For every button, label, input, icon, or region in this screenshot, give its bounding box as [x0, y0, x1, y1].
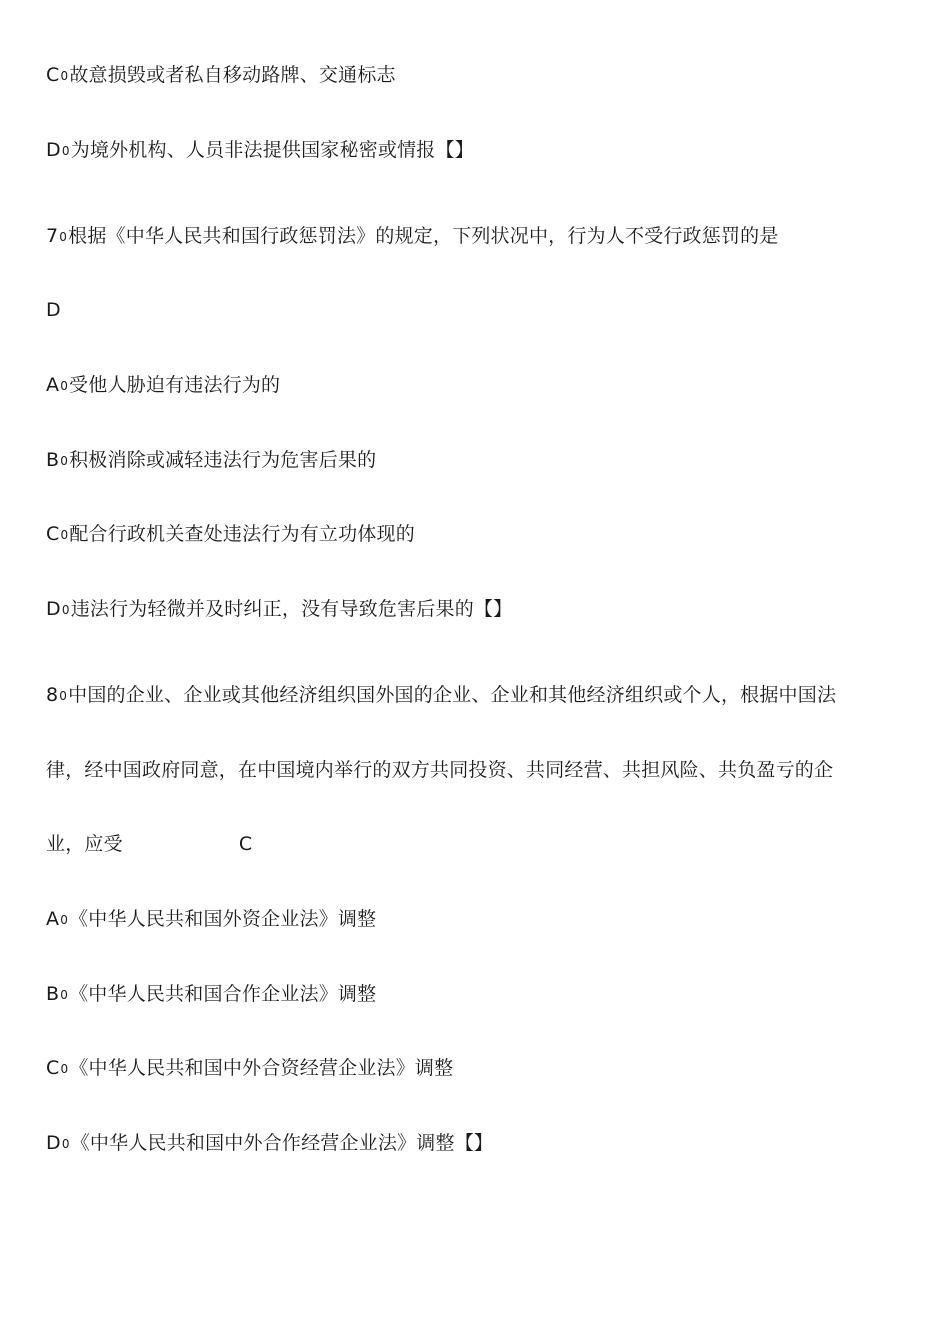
option-letter: D [46, 1132, 61, 1154]
option-text: 《中华人民共和国外资企业法》调整 [69, 908, 377, 930]
question-8-stem-line-1 [46, 682, 836, 709]
option-text: 《中华人民共和国中外合资经营企业法》调整 [69, 1057, 454, 1079]
option-letter: B [46, 449, 60, 471]
option-6d [46, 137, 474, 164]
option-text: 故意损毁或者私自移动路牌、交通标志 [69, 64, 396, 86]
option-text: 配合行政机关查处违法行为有立功体现的 [69, 523, 415, 545]
option-separator: 0 [60, 988, 69, 1002]
question-number: 8 [46, 684, 59, 706]
option-text: 《中华人民共和国合作企业法》调整 [69, 983, 377, 1005]
option-separator: 0 [60, 528, 69, 542]
option-7c [46, 521, 415, 548]
question-separator: 0 [59, 689, 68, 703]
option-separator: 0 [61, 603, 70, 617]
option-separator: 0 [60, 379, 69, 393]
option-text: 违法行为轻微并及时纠正，没有导致危害后果的【】 [70, 598, 513, 620]
option-8a [46, 906, 376, 933]
option-6c [46, 62, 396, 89]
option-separator: 0 [60, 69, 69, 83]
question-8-stem-line-2 [46, 757, 833, 783]
option-7b [46, 447, 376, 474]
option-letter: C [46, 1057, 60, 1079]
question-number: 7 [46, 225, 59, 247]
option-separator: 0 [60, 913, 69, 927]
option-text: 为境外机构、人员非法提供国家秘密或情报【】 [70, 139, 474, 161]
option-separator: 0 [61, 144, 70, 158]
answer-letter: D [46, 299, 61, 321]
option-letter: C [46, 523, 60, 545]
option-letter: A [46, 908, 60, 930]
option-8d [46, 1130, 493, 1157]
option-7d [46, 596, 512, 623]
option-8b [46, 981, 376, 1008]
option-text: 受他人胁迫有违法行为的 [69, 374, 281, 396]
option-separator: 0 [61, 1137, 70, 1151]
question-8-stem-line-3 [46, 831, 252, 857]
option-letter: A [46, 374, 60, 396]
option-8c [46, 1055, 453, 1082]
question-text: 根据《中华人民共和国行政惩罚法》的规定，下列状况中，行为人不受行政惩罚的是 [68, 225, 779, 247]
option-text: 积极消除或减轻违法行为危害后果的 [69, 449, 377, 471]
answer-letter: C [238, 833, 253, 855]
option-letter: D [46, 598, 61, 620]
option-separator: 0 [60, 1062, 69, 1076]
option-letter: B [46, 983, 60, 1005]
option-7a [46, 372, 280, 399]
question-text: 律，经中国政府同意，在中国境内举行的双方共同投资、共同经营、共担风险、共负盈亏的企 [46, 759, 834, 781]
question-separator: 0 [59, 230, 68, 244]
question-text: 业，应受 [46, 833, 123, 855]
option-letter: D [46, 139, 61, 161]
option-text: 《中华人民共和国中外合作经营企业法》调整【】 [70, 1132, 494, 1154]
question-text: 中国的企业、企业或其他经济组织国外国的企业、企业和其他经济组织或个人，根据中国法 [68, 684, 837, 706]
option-letter: C [46, 64, 60, 86]
option-separator: 0 [60, 454, 69, 468]
question-7-answer [46, 297, 61, 323]
question-7-stem [46, 223, 779, 250]
